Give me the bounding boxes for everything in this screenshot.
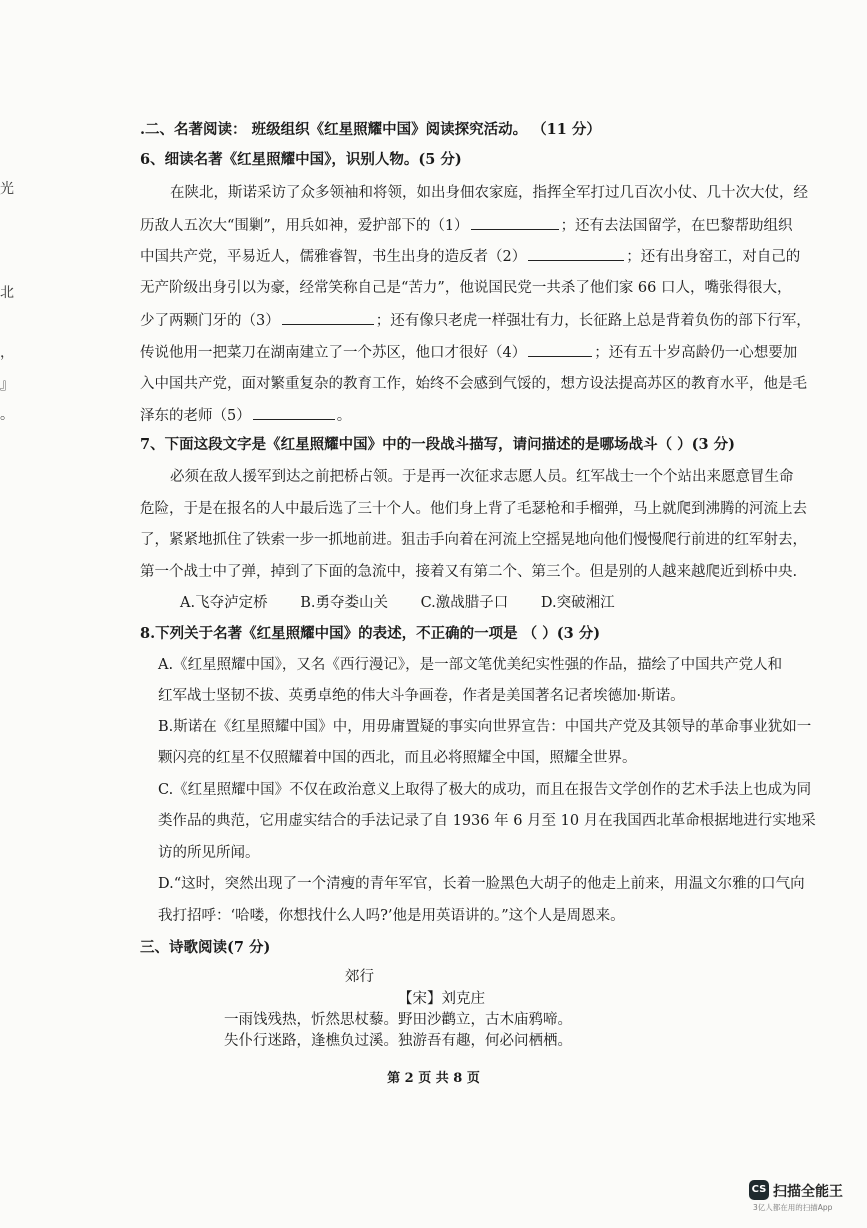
- q8-option-b[interactable]: B.斯诺在《红星照耀中国》中，用毋庸置疑的事实向世界宣告：中国共产党及其领导的革命事业犹如一: [158, 719, 812, 735]
- q7-passage-line: 危险，于是在报名的人中最后选了三十个人。他们身上背了毛瑟枪和手榴弹，马上就爬到沸腾的河流上去: [140, 501, 807, 517]
- page-number: 第 2 页 共 8 页: [387, 1071, 480, 1086]
- question-6-prompt: 6、细读名著《红星照耀中国》，识别人物。(5 分): [140, 151, 462, 168]
- q6-line: 少了两颗门牙的（3） ；还有像只老虎一样强壮有力，长征路上总是背着负伤的部下行军，: [140, 310, 811, 331]
- q8-option-a[interactable]: A.《红星照耀中国》，又名《西行漫记》，是一部文笔优美纪实性强的作品，描绘了中国共产党人和: [158, 657, 783, 673]
- q8-option-d[interactable]: D.“这时，突然出现了一个清瘦的青年军官，长着一脸黑色大胡子的他走上前来，用温文尔雅的口气向: [158, 876, 805, 892]
- q6-line: 泽东的老师（5） 。: [140, 405, 351, 426]
- q8-option-a-cont: 红军战士坚韧不拔、英勇卓绝的伟大斗争画卷，作者是美国著名记者埃德加·斯诺。: [158, 688, 685, 704]
- option-d[interactable]: D.突破湘江: [540, 595, 615, 611]
- margin-mark: 北: [0, 285, 14, 301]
- answer-blank-3[interactable]: [282, 310, 374, 325]
- q7-passage-line: 必须在敌人援军到达之前把桥占领。于是再一次征求志愿人员。红军战士一个个站出来愿意冒生命: [170, 469, 794, 485]
- q8-option-b-cont: 颗闪亮的红星不仅照耀着中国的西北，而且必将照耀全中国，照耀全世界。: [158, 750, 637, 766]
- scanner-app-name: 扫描全能王: [773, 1184, 843, 1200]
- poem-line: 失仆行迷路，逢樵负过溪。独游吾有趣，何必问栖栖。: [224, 1033, 572, 1049]
- q6-line: 在陕北，斯诺采访了众多领袖和将领，如出身佃农家庭，指挥全军打过几百次小仗、几十次大仗，经: [170, 185, 808, 201]
- scanner-watermark: [749, 1180, 861, 1220]
- margin-mark: ，: [0, 345, 14, 361]
- section-heading: .二、名著阅读： 班级组织《红星照耀中国》阅读探究活动。 （11 分）: [140, 121, 601, 138]
- option-c[interactable]: C.激战腊子口: [420, 595, 509, 611]
- section-heading: 三、诗歌阅读(7 分): [140, 939, 271, 956]
- answer-blank-1[interactable]: [471, 215, 559, 230]
- q6-line: 入中国共产党，面对繁重复杂的教育工作，始终不会感到气馁的，想方设法提高苏区的教育水平，他是毛: [140, 376, 807, 392]
- q6-line: 传说他用一把菜刀在湖南建立了一个苏区，他口才很好（4） ；还有五十岁高龄仍一心想要加: [140, 342, 797, 363]
- question-7-prompt: 7、下面这段文字是《红星照耀中国》中的一段战斗描写，请问描述的是哪场战斗（ ）(3 分): [140, 436, 735, 453]
- q8-option-c[interactable]: C.《红星照耀中国》不仅在政治意义上取得了极大的成功，而且在报告文学创作的艺术手法上也成为同: [158, 782, 812, 798]
- scanner-tagline: 3亿人都在用的扫描App: [753, 1203, 833, 1212]
- q6-line: 中国共产党，平易近人，儒雅睿智，书生出身的造反者（2） ；还有出身窑工，对自己的: [140, 246, 800, 267]
- option-a[interactable]: A.飞夺泸定桥: [180, 595, 268, 611]
- poem-line: 一雨饯残热，忻然思杖藜。野田沙鹳立，古木庙鸦啼。: [224, 1012, 572, 1028]
- q7-options: [180, 593, 643, 613]
- poem-title: 郊行: [345, 969, 374, 985]
- q8-option-c-cont: 访的所见所闻。: [158, 845, 260, 861]
- margin-mark: 』: [0, 377, 14, 393]
- scanner-logo-icon: CS: [749, 1180, 769, 1200]
- q6-line: 历敌人五次大“围剿”，用兵如神，爱护部下的（1） ；还有去法国留学，在巴黎帮助组织: [140, 215, 793, 236]
- answer-blank-5[interactable]: [253, 405, 335, 420]
- option-b[interactable]: B.勇夺娄山关: [300, 595, 388, 611]
- poem-author: 【宋】刘克庄: [398, 991, 485, 1007]
- q6-line: 无产阶级出身引以为豪，经常笑称自己是“苦力”，他说国民党一共杀了他们家 66 口人，嘴张得很大，: [140, 280, 792, 296]
- q8-option-c-cont: 类作品的典范，它用虚实结合的手法记录了自 1936 年 6 月至 10 月在我国西北革命根据地进行实地采: [158, 813, 816, 829]
- question-8-prompt: 8.下列关于名著《红星照耀中国》的表述，不正确的一项是 （ ）(3 分): [140, 625, 601, 642]
- answer-blank-2[interactable]: [528, 246, 624, 261]
- margin-mark: 。: [0, 407, 14, 423]
- q8-option-d-cont: 我打招呼：‘哈喽，你想找什么人吗?’他是用英语讲的。”这个人是周恩来。: [158, 908, 625, 924]
- q7-passage-line: 第一个战士中了弹，掉到了下面的急流中，接着又有第二个、第三个。但是别的人越来越爬近到桥中央.: [140, 564, 798, 580]
- margin-mark: 光: [0, 181, 14, 197]
- answer-blank-4[interactable]: [528, 342, 592, 357]
- q7-passage-line: 了，紧紧地抓住了铁索一步一抓地前进。狙击手向着在河流上空摇晃地向他们慢慢爬行前进的红军射去，: [140, 532, 807, 548]
